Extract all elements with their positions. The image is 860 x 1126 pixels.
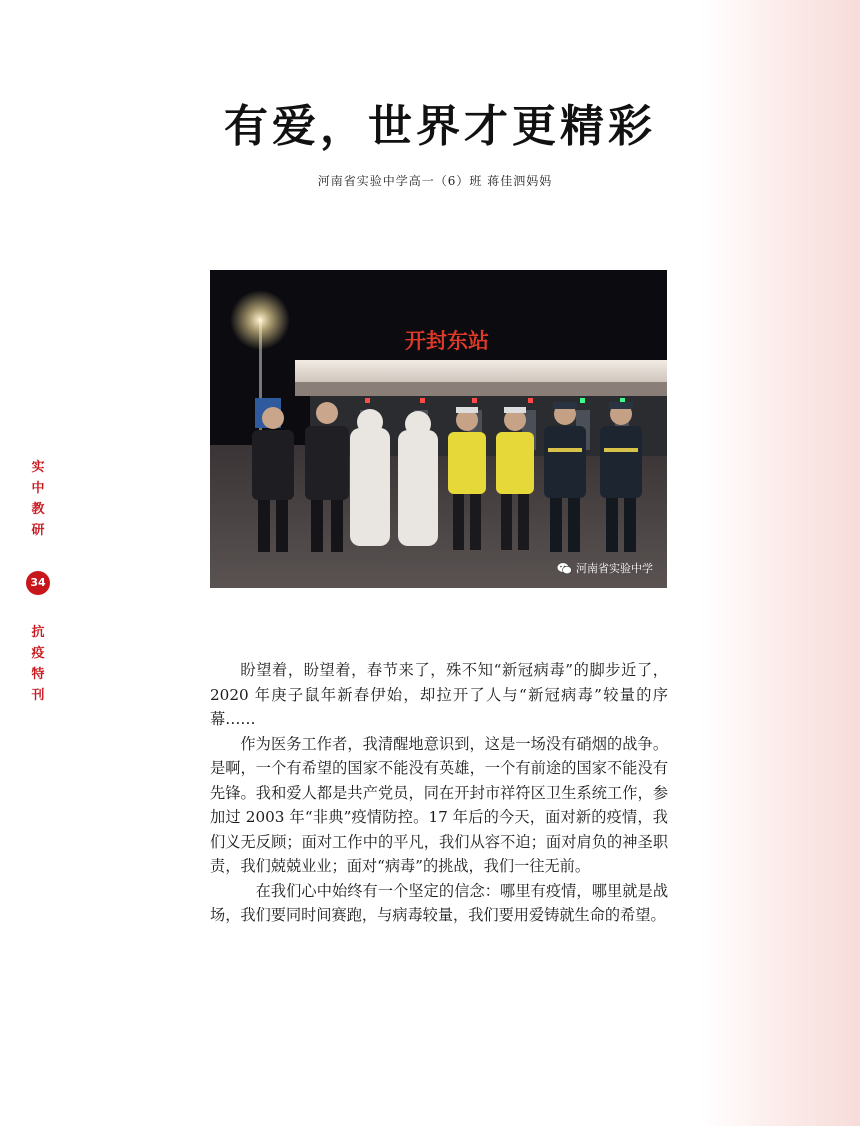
article-byline: 河南省实验中学高一（6）班 蒋佳泗妈妈: [317, 174, 553, 188]
article-title: 有爱，世界才更精彩: [224, 101, 656, 152]
special-label-text: 抗 疫 特 刊: [31, 625, 45, 703]
section-label: [28, 457, 48, 541]
photo-watermark: [557, 560, 653, 576]
special-issue-label: [28, 622, 48, 706]
article-photo: [210, 270, 667, 588]
toll-station-photo: [210, 270, 667, 588]
section-label-text: 实 中 教 研: [31, 460, 45, 538]
watermark-text: 河南省实验中学: [576, 562, 653, 575]
station-sign: 开封东站: [405, 328, 489, 353]
paragraph: 盼望着，盼望着，春节来了，殊不知“新冠病毒”的脚步近了，2020 年庚子鼠年新春伊始，却拉开了人与“新冠病毒”较量的序幕……: [210, 661, 668, 728]
wechat-icon: [557, 562, 572, 575]
page-number-badge: 34: [26, 571, 50, 595]
article-body: [210, 658, 668, 928]
paragraph: 作为医务工作者，我清醒地意识到，这是一场没有硝烟的战争。是啊，一个有希望的国家不能没有英雄，一个有前途的国家不能没有先锋。我和爱人都是共产党员，同在开封市祥符区卫生系统工作，参加过 2003 年“非典”疫情防控。17 年后的今天，面对新的疫情，我们义无反顾；面对工作中的平凡，我们从容不迫；面对肩负的神圣职责，我们兢兢业业；面对“病毒”的挑战，我们一往无前。: [210, 734, 668, 875]
paragraph: 在我们心中始终有一个坚定的信念：哪里有疫情，哪里就是战场，我们要同时间赛跑，与病毒较量，我们要用爱铸就生命的希望。: [210, 881, 668, 924]
